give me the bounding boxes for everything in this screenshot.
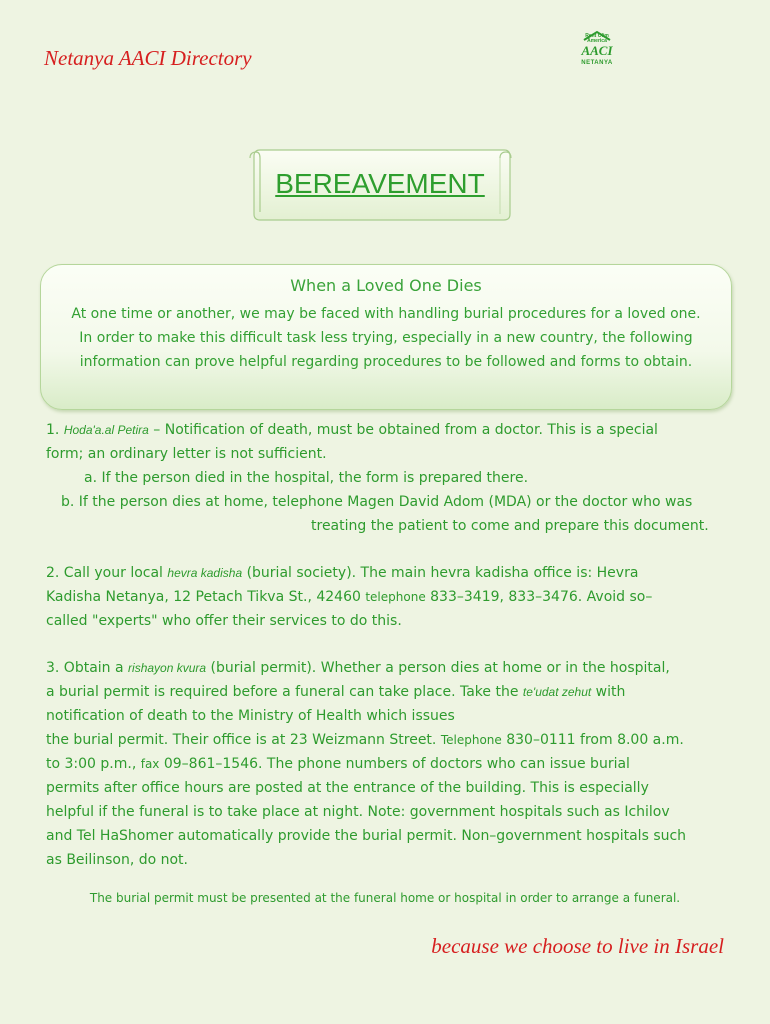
item-3-term: rishayon kvura bbox=[128, 661, 207, 675]
logo-line-top2: America bbox=[587, 38, 607, 44]
page-title: BEREAVEMENT bbox=[275, 168, 485, 199]
item-3-text: and Tel HaShomer automatically provide the burial permit. Non–government hospitals such bbox=[46, 828, 687, 844]
logo-netanya: NETANYA bbox=[581, 60, 613, 66]
item-3-text: permits after office hours are posted at the entrance of the building. This is especially bbox=[46, 780, 649, 796]
item-3-text: 830–0111 from 8.00 a.m. bbox=[501, 732, 684, 748]
intro-title: When a Loved One Dies bbox=[290, 276, 482, 295]
item-1-text: form; an ordinary letter is not sufficient. bbox=[46, 446, 327, 462]
directory-title: Netanya AACI Directory bbox=[44, 46, 252, 70]
item-2-text: 833–3419, 833–3476. Avoid so– bbox=[425, 589, 653, 605]
item-3-text: notification of death to the Ministry of Health which issues bbox=[46, 708, 455, 724]
item-1-sub-b2: treating the patient to come and prepare this document. bbox=[311, 518, 709, 534]
item-3-tel-label: Telephone bbox=[440, 733, 502, 747]
item-2-text: Kadisha Netanya, 12 Petach Tikva St., 42460 bbox=[46, 589, 366, 605]
burial-permit-note: The burial permit must be presented at the funeral home or hospital in order to arrange a funeral. bbox=[89, 891, 681, 905]
item-3-text: 09–861–1546. The phone numbers of doctors who can issue burial bbox=[159, 756, 630, 772]
item-1-number: 1. bbox=[46, 422, 60, 438]
item-2-text: called "experts" who offer their services to do this. bbox=[46, 613, 402, 629]
intro-line: At one time or another, we may be faced with handling burial procedures for a loved one. bbox=[71, 306, 701, 322]
item-3-text: with bbox=[591, 684, 626, 700]
item-1-sub-b: b. If the person dies at home, telephone Magen David Adom (MDA) or the doctor who was bbox=[61, 494, 693, 510]
item-1 bbox=[46, 418, 736, 538]
item-3-text: the burial permit. Their office is at 23 Weizmann Street. bbox=[46, 732, 441, 748]
item-3 bbox=[46, 656, 736, 872]
item-3-text: to 3:00 p.m., bbox=[46, 756, 141, 772]
logo-line-top: Rent Olim bbox=[585, 33, 609, 39]
item-2-term: hevra kadisha bbox=[167, 566, 243, 580]
intro-line: information can prove helpful regarding procedures to be followed and forms to obtain. bbox=[79, 354, 693, 370]
item-3-text: (burial permit). Whether a person dies at home or in the hospital, bbox=[206, 660, 670, 676]
item-3-term2: te'udat zehut bbox=[522, 685, 592, 699]
item-3-text: 3. Obtain a bbox=[46, 660, 129, 676]
bereavement-banner bbox=[248, 148, 512, 222]
item-2-tel-label: telephone bbox=[365, 590, 426, 604]
item-1-text: – Notification of death, must be obtained from a doctor. This is a special bbox=[148, 422, 658, 438]
item-2-text: 2. Call your local bbox=[46, 565, 168, 581]
item-3-text: a burial permit is required before a funeral can take place. Take the bbox=[46, 684, 523, 700]
footer-tagline: because we choose to live in Israel bbox=[431, 934, 724, 958]
item-1-term: Hoda'a.al Petira bbox=[63, 423, 149, 437]
item-3-fax-label: fax bbox=[140, 757, 160, 771]
item-1-sub-a: a. If the person died in the hospital, the form is prepared there. bbox=[84, 470, 529, 486]
intro-line: In order to make this difficult task less trying, especially in a new country, the following bbox=[79, 330, 693, 346]
aaci-logo bbox=[576, 28, 618, 70]
logo-aaci: AACI bbox=[581, 43, 613, 58]
intro-box bbox=[40, 264, 732, 410]
item-3-text: helpful if the funeral is to take place at night. Note: government hospitals such as Ichilov bbox=[46, 804, 670, 820]
item-2 bbox=[46, 561, 736, 633]
item-2-text: (burial society). The main hevra kadisha office is: Hevra bbox=[242, 565, 639, 581]
item-3-text: as Beilinson, do not. bbox=[46, 852, 188, 868]
intro-text bbox=[51, 302, 721, 374]
